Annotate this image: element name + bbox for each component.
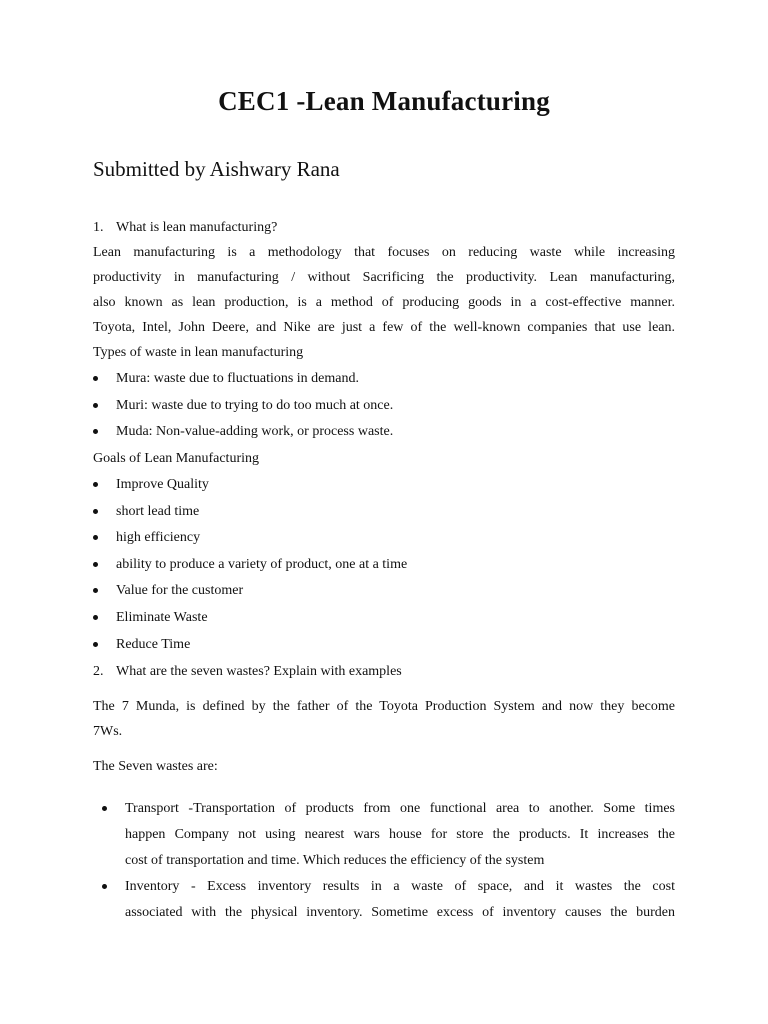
bullet-icon bbox=[93, 588, 98, 593]
question-2 bbox=[93, 659, 402, 684]
list-item: Eliminate Waste bbox=[93, 605, 407, 632]
bullet-icon bbox=[102, 806, 107, 811]
list-item: Mura: waste due to fluctuations in demand. bbox=[93, 366, 393, 393]
bullet-icon bbox=[93, 403, 98, 408]
waste-types-list bbox=[93, 366, 393, 446]
list-item: Muda: Non-value-adding work, or process waste. bbox=[93, 419, 393, 446]
list-item: ability to produce a variety of product, one at a time bbox=[93, 552, 407, 579]
paragraph-line: Transport -Transportation of products from one functional area to another. Some times bbox=[125, 801, 675, 816]
list-item: Improve Quality bbox=[93, 472, 407, 499]
question-number: 1. bbox=[93, 220, 104, 235]
list-item: Muri: waste due to trying to do too much at once. bbox=[93, 393, 393, 420]
types-heading: Types of waste in lean manufacturing bbox=[93, 345, 304, 360]
bullet-icon bbox=[93, 429, 98, 434]
bullet-icon bbox=[93, 482, 98, 487]
wastes-heading: The Seven wastes are: bbox=[93, 759, 218, 774]
paragraph-line: also known as lean production, is a method of producing goods in a cost-effective manner. bbox=[93, 295, 675, 310]
question-1 bbox=[93, 215, 277, 240]
paragraph-line: Inventory - Excess inventory results in a waste of space, and it wastes the cost bbox=[125, 879, 675, 894]
bullet-icon bbox=[102, 884, 107, 889]
list-item bbox=[102, 874, 675, 926]
seven-wastes-list bbox=[102, 796, 675, 926]
document-title: CEC1 -Lean Manufacturing bbox=[218, 86, 550, 116]
paragraph-line: Lean manufacturing is a methodology that focuses on reducing waste while increasing bbox=[93, 245, 675, 260]
list-item: high efficiency bbox=[93, 525, 407, 552]
q2-intro bbox=[93, 694, 675, 744]
bullet-icon bbox=[93, 562, 98, 567]
paragraph-line: cost of transportation and time. Which reduces the efficiency of the system bbox=[125, 853, 545, 868]
paragraph-line: happen Company not using nearest wars house for store the products. It increases the bbox=[125, 827, 675, 842]
bullet-icon bbox=[93, 615, 98, 620]
goals-list bbox=[93, 472, 407, 658]
list-item: Reduce Time bbox=[93, 632, 407, 659]
paragraph-line: associated with the physical inventory. Sometime excess of inventory causes the burden bbox=[125, 905, 675, 920]
goals-heading: Goals of Lean Manufacturing bbox=[93, 451, 259, 466]
question-text: What are the seven wastes? Explain with examples bbox=[116, 664, 402, 679]
bullet-icon bbox=[93, 509, 98, 514]
bullet-icon bbox=[93, 642, 98, 647]
document-subtitle: Submitted by Aishwary Rana bbox=[93, 157, 340, 181]
bullet-icon bbox=[93, 535, 98, 540]
paragraph-line: Toyota, Intel, John Deere, and Nike are just a few of the well-known companies that use lean. bbox=[93, 320, 675, 335]
list-item: Value for the customer bbox=[93, 578, 407, 605]
q1-paragraph bbox=[93, 240, 675, 365]
paragraph-line: productivity in manufacturing / without Sacrificing the productivity. Lean manufacturing, bbox=[93, 270, 675, 285]
paragraph-line: The 7 Munda, is defined by the father of the Toyota Production System and now they become bbox=[93, 699, 675, 714]
question-number: 2. bbox=[93, 664, 104, 679]
list-item bbox=[102, 796, 675, 874]
question-text: What is lean manufacturing? bbox=[116, 220, 278, 235]
list-item: short lead time bbox=[93, 499, 407, 526]
bullet-icon bbox=[93, 376, 98, 381]
paragraph-line: 7Ws. bbox=[93, 724, 123, 739]
